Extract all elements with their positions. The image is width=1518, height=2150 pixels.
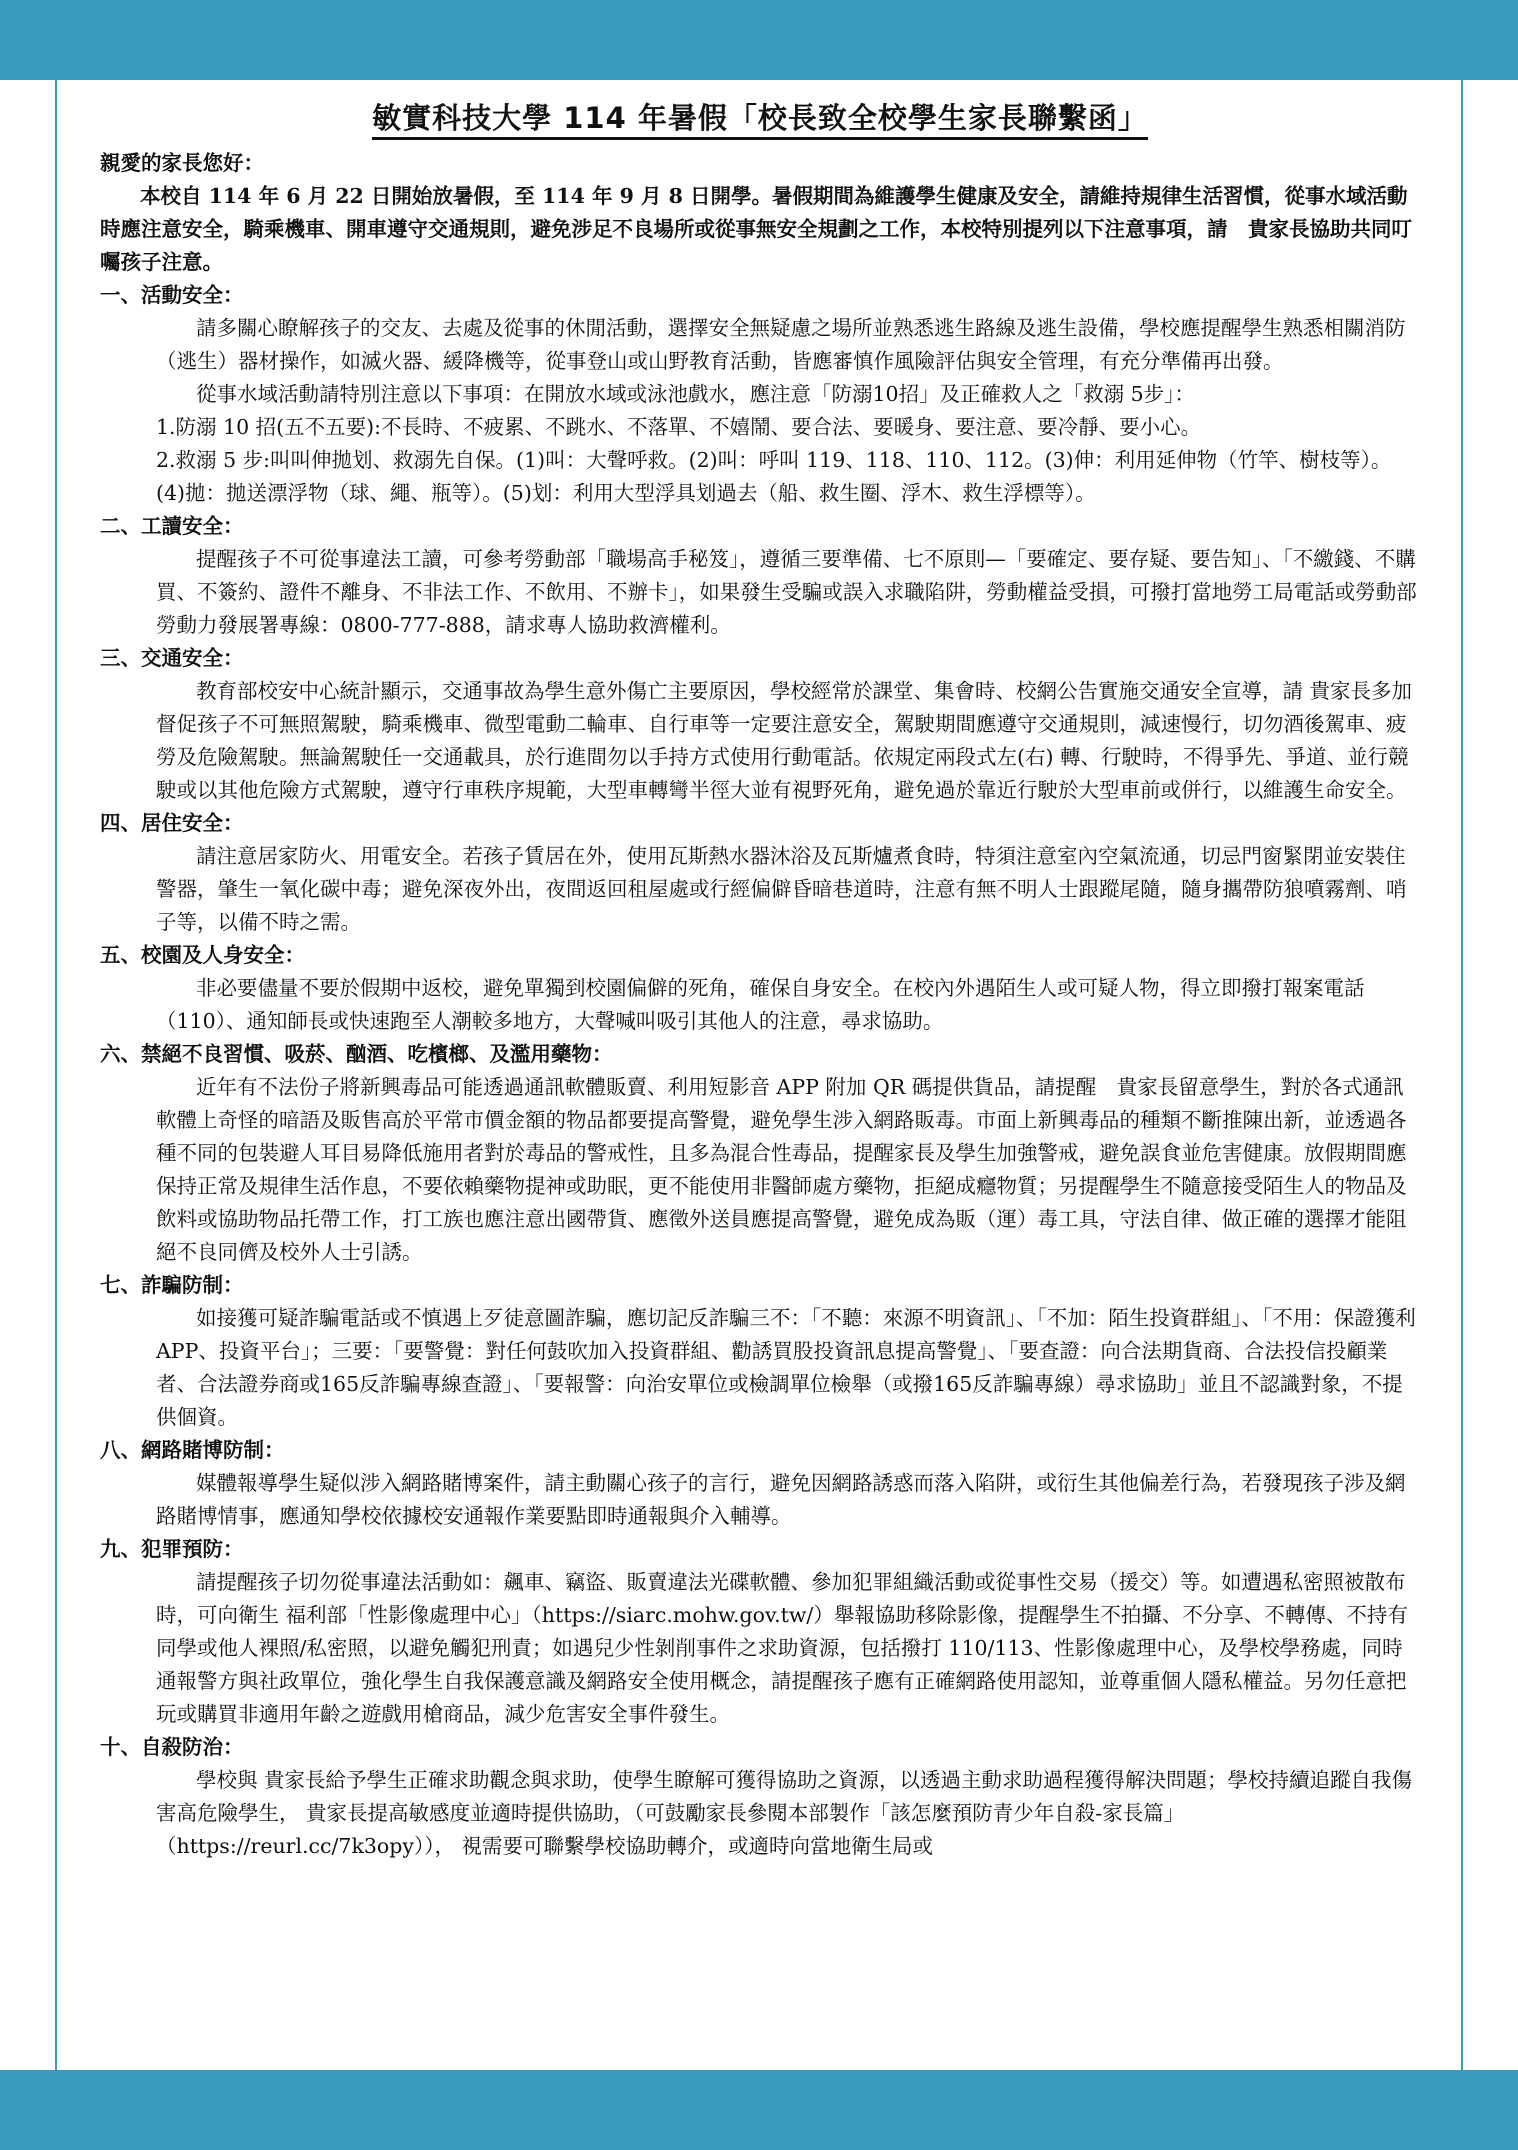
- section-body: [100, 1566, 1420, 1731]
- section-body: [100, 1764, 1420, 1863]
- section: [100, 807, 1420, 939]
- section-paragraph: 請提醒孩子切勿從事違法活動如：飆車、竊盜、販賣違法光碟軟體、參加犯罪組織活動或從事性交易（援交）等。如遭遇私密照被散布時，可向衛生 福利部「性影像處理中心」（https://siarc.mohw.gov.tw/）舉報協助移除影像，提醒學生不拍攝、不分享、不轉傳、不持有同學或他人裸照/私密照，以避免觸犯刑責；如遇兒少性剝削事件之求助資源，包括撥打 110/113、性影像處理中心，及學校學務處，同時通報警方與社政單位，強化學生自我保護意識及網路安全使用概念，請提醒孩子應有正確網路使用認知，並尊重個人隱私權益。另勿任意把玩或購買非適用年齡之遊戲用槍商品，減少危害安全事件發生。: [156, 1570, 1408, 1726]
- page-title: 敏實科技大學 114 年暑假「校長致全校學生家長聯繫函」: [100, 96, 1420, 137]
- section: [100, 939, 1420, 1038]
- section-paragraph: 請注意居家防火、用電安全。若孩子賃居在外，使用瓦斯熱水器沐浴及瓦斯爐煮食時，特須注意室內空氣流通，切忌門窗緊閉並安裝住警器，肇生一氧化碳中毒；避免深夜外出，夜間返回租屋處或行經偏僻昏暗巷道時，注意有無不明人士跟蹤尾隨，隨身攜帶防狼噴霧劑、哨子等，以備不時之需。: [156, 844, 1407, 934]
- frame-right-line: [1461, 80, 1463, 2070]
- section-body: [100, 972, 1420, 1038]
- section: [100, 1038, 1420, 1269]
- frame-left-line: [55, 80, 57, 2070]
- section: [100, 642, 1420, 807]
- bottom-decorative-band: [0, 2070, 1518, 2150]
- top-band-inner: [58, 0, 1458, 78]
- section-paragraph: 學校與 貴家長給予學生正確求助觀念與求助，使學生瞭解可獲得協助之資源，以透過主動求助過程獲得解決問題；學校持續追蹤自我傷害高危險學生， 貴家長提高敏感度並適時提供協助，（可鼓勵家長參閱本部製作「該怎麼預防青少年自殺-家長篇」（https://reurl.cc/7k3opy））， 視需要可聯繫學校協助轉介，或適時向當地衛生局或: [156, 1768, 1413, 1858]
- section-paragraph: 近年有不法份子將新興毒品可能透過通訊軟體販賣、利用短影音 APP 附加 QR 碼提供貨品，請提醒 貴家長留意學生，對於各式通訊軟體上奇怪的暗語及販售高於平常市價金額的物品都要提高警覺，避免學生涉入網路販毒。市面上新興毒品的種類不斷推陳出新，並透過各種不同的包裝避人耳目易降低施用者對於毒品的警戒性，且多為混合性毒品，提醒家長及學生加強警戒，避免誤食並危害健康。放假期間應保持正常及規律生活作息，不要依賴藥物提神或助眠，更不能使用非醫師處方藥物，拒絕成癮物質；另提醒學生不隨意接受陌生人的物品及飲料或協助物品托帶工作，打工族也應注意出國帶貨、應徵外送員應提高警覺，避免成為販（運）毒工具，守法自律、做正確的選擇才能阻絕不良同儕及校外人士引誘。: [156, 1075, 1407, 1264]
- letter-content: [100, 96, 1420, 1863]
- section-body: [100, 1467, 1420, 1533]
- section-paragraph: 如接獲可疑詐騙電話或不慎遇上歹徒意圖詐騙，應切記反詐騙三不：「不聽：來源不明資訊」、「不加：陌生投資群組」、「不用：保證獲利 APP、投資平台」；三要：「要警覺：對任何鼓吹加入投資群組、勸誘買股投資訊息提高警覺」、「要查證：向合法期貨商、合法投信投顧業者、合法證券商或165反詐騙專線查證」、「要報警：向治安單位或檢調單位檢舉（或撥165反詐騙專線）尋求協助」並且不認識對象，不提供個資。: [156, 1306, 1416, 1429]
- section-list-item: 1.防溺 10 招(五不五要):不長時、不疲累、不跳水、不落單、不嬉鬧、要合法、要暖身、要注意、要冷靜、要小心。: [156, 415, 1202, 439]
- section-paragraph: 從事水域活動請特別注意以下事項：在開放水域或泳池戲水，應注意「防溺10招」及正確救人之「救溺 5步」：: [196, 382, 1195, 406]
- section-heading: 二、工讀安全：: [100, 514, 244, 538]
- section: [100, 510, 1420, 642]
- section-paragraph: 教育部校安中心統計顯示，交通事故為學生意外傷亡主要原因，學校經常於課堂、集會時、校網公告實施交通安全宣導，請 貴家長多加督促孩子不可無照駕駛，騎乘機車、微型電動二輪車、自行車等一定要注意安全，駕駛期間應遵守交通規則，減速慢行，切勿酒後駕車、疲勞及危險駕駛。無論駕駛任一交通載具，於行進間勿以手持方式使用行動電話。依規定兩段式左(右) 轉、行駛時，不得爭先、爭道、並行競駛或以其他危險方式駕駛，遵守行車秩序規範，大型車轉彎半徑大並有視野死角，避免過於靠近行駛於大型車前或併行，以維護生命安全。: [156, 679, 1413, 802]
- section-paragraph: 媒體報導學生疑似涉入網路賭博案件，請主動關心孩子的言行，避免因網路誘惑而落入陷阱，或衍生其他偏差行為，若發現孩子涉及網路賭博情事，應通知學校依據校安通報作業要點即時通報與介入輔導。: [156, 1471, 1406, 1528]
- section-body: [100, 675, 1420, 807]
- section: [100, 1434, 1420, 1533]
- section-body: [100, 1071, 1420, 1269]
- section-heading: 五、校園及人身安全：: [100, 943, 305, 967]
- section-heading: 四、居住安全：: [100, 811, 244, 835]
- section-list-item: 2.救溺 5 步:叫叫伸拋划、救溺先自保。(1)叫：大聲呼救。(2)叫：呼叫 119、118、110、112。(3)伸：利用延伸物（竹竿、樹枝等）。(4)拋：拋送漂浮物（球、繩、瓶等）。(5)划：利用大型浮具划過去（船、救生圈、浮木、救生浮標等）。: [156, 448, 1392, 505]
- section: [100, 1269, 1420, 1434]
- section-body: [100, 312, 1420, 510]
- section-heading: 一、活動安全：: [100, 283, 244, 307]
- section-paragraph: 非必要儘量不要於假期中返校，避免單獨到校園偏僻的死角，確保自身安全。在校內外遇陌生人或可疑人物，得立即撥打報案電話（110）、通知師長或快速跑至人潮較多地方，大聲喊叫吸引其他人的注意，尋求協助。: [156, 976, 1365, 1033]
- section: [100, 1533, 1420, 1731]
- section-body: [100, 840, 1420, 939]
- section-body: [100, 1302, 1420, 1434]
- section-heading: 十、自殺防治：: [100, 1735, 244, 1759]
- section-heading: 九、犯罪預防：: [100, 1537, 244, 1561]
- sections: [100, 279, 1420, 1863]
- section-heading: 六、禁絕不良習慣、吸菸、酗酒、吃檳榔、及濫用藥物：: [100, 1042, 613, 1066]
- section-heading: 八、網路賭博防制：: [100, 1438, 285, 1462]
- section: [100, 1731, 1420, 1863]
- section: [100, 279, 1420, 510]
- intro-paragraph: 本校自 114 年 6 月 22 日開始放暑假，至 114 年 9 月 8 日開學。暑假期間為維護學生健康及安全，請維持規律生活習慣，從事水域活動時應注意安全，騎乘機車、開車遵守交通規則，避免涉足不良場所或從事無安全規劃之工作，本校特別提列以下注意事項，請 貴家長協助共同叮囑孩子注意。: [100, 184, 1412, 274]
- section-heading: 三、交通安全：: [100, 646, 244, 670]
- greeting: 親愛的家長您好：: [100, 151, 264, 175]
- section-body: [100, 543, 1420, 642]
- section-paragraph: 請多關心瞭解孩子的交友、去處及從事的休閒活動，選擇安全無疑慮之場所並熟悉逃生路線及逃生設備，學校應提醒學生熟悉相關消防（逃生）器材操作，如滅火器、緩降機等，從事登山或山野教育活動，皆應審慎作風險評估與安全管理，有充分準備再出發。: [156, 316, 1406, 373]
- section-heading: 七、詐騙防制：: [100, 1273, 244, 1297]
- section-paragraph: 提醒孩子不可從事違法工讀，可參考勞動部「職場高手秘笈」，遵循三要準備、七不原則—「要確定、要存疑、要告知」、「不繳錢、不購買、不簽約、證件不離身、不非法工作、不飲用、不辦卡」，如果發生受騙或誤入求職陷阱，勞動權益受損，可撥打當地勞工局電話或勞動部勞動力發展署專線：0800-777-888，請求專人協助救濟權利。: [156, 547, 1417, 637]
